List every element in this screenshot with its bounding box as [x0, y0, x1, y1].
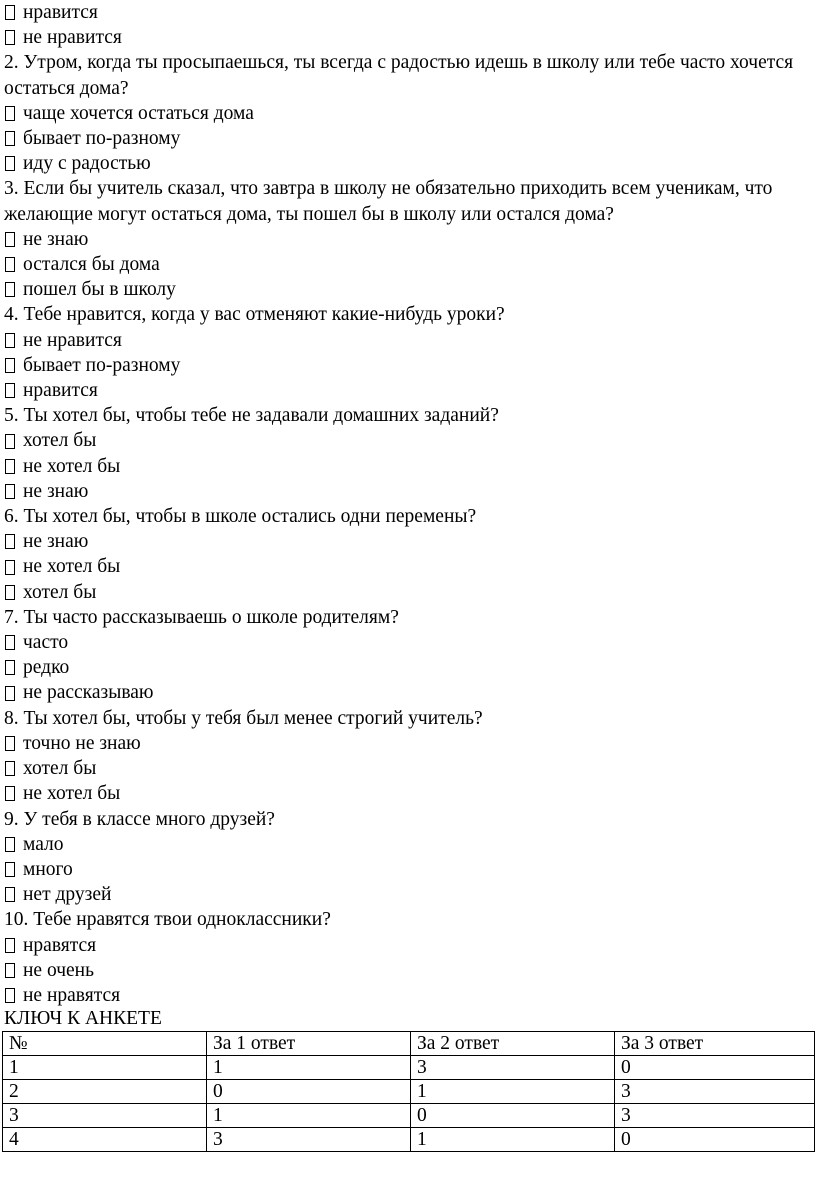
- checkbox-square-icon: [5, 358, 15, 373]
- key-title: КЛЮЧ К АНКЕТЕ: [4, 1008, 162, 1030]
- answer-option-label: нравятся: [23, 934, 97, 956]
- table-row: [3, 1080, 815, 1104]
- header-number: №: [3, 1032, 207, 1056]
- answer-option-label: много: [23, 858, 73, 880]
- checkbox-square-icon: [5, 988, 15, 1003]
- answer-option: [4, 731, 816, 756]
- answer-option-label: остался бы дома: [23, 254, 160, 276]
- answer-option: [4, 252, 816, 277]
- table-cell: 1: [411, 1128, 615, 1152]
- answer-option: [4, 680, 816, 705]
- checkbox-square-icon: [5, 837, 15, 852]
- table-cell: 3: [411, 1056, 615, 1080]
- answer-option-label: бывает по-разному: [23, 128, 181, 150]
- table-cell: 1: [3, 1056, 207, 1080]
- checkbox-square-icon: [5, 862, 15, 877]
- answer-option-label: хотел бы: [23, 430, 97, 452]
- checkbox-square-icon: [5, 786, 15, 801]
- checkbox-square-icon: [5, 131, 15, 146]
- checkbox-square-icon: [5, 5, 15, 20]
- answer-option: [4, 454, 816, 479]
- checkbox-square-icon: [5, 761, 15, 776]
- answer-option-label: не хотел бы: [23, 783, 121, 805]
- answer-option-label: не знаю: [23, 480, 89, 502]
- answer-option: [4, 378, 816, 403]
- question-text: 6. Ты хотел бы, чтобы в школе остались одни перемены?: [4, 506, 477, 528]
- question-text: 10. Тебе нравятся твои одноклассники?: [4, 909, 331, 931]
- answer-option: [4, 933, 816, 958]
- answer-option-label: чаще хочется остаться дома: [23, 102, 254, 124]
- table-row: [3, 1056, 815, 1080]
- checkbox-square-icon: [5, 333, 15, 348]
- answer-option: [4, 781, 816, 806]
- answer-option-label: часто: [23, 632, 69, 654]
- answer-option: [4, 126, 816, 151]
- answer-option: [4, 0, 816, 25]
- table-cell: 0: [615, 1056, 815, 1080]
- checkbox-square-icon: [5, 459, 15, 474]
- answer-option-label: мало: [23, 833, 64, 855]
- table-cell: 1: [411, 1080, 615, 1104]
- answer-option: [4, 479, 816, 504]
- table-cell: 4: [3, 1128, 207, 1152]
- answer-option: [4, 428, 816, 453]
- answer-option: [4, 227, 816, 252]
- question-text: 9. У тебя в классе много друзей?: [4, 808, 275, 830]
- table-header-row: [3, 1032, 815, 1056]
- table-cell: 3: [3, 1104, 207, 1128]
- table-row: [3, 1128, 815, 1152]
- answer-option-label: точно не знаю: [23, 732, 141, 754]
- answer-option-label: не рассказываю: [23, 682, 154, 704]
- answer-option-label: не нравится: [23, 27, 122, 49]
- checkbox-square-icon: [5, 106, 15, 121]
- header-answer-1: За 1 ответ: [207, 1032, 411, 1056]
- table-cell: 3: [615, 1080, 815, 1104]
- answer-option-label: хотел бы: [23, 758, 97, 780]
- question-text: 8. Ты хотел бы, чтобы у тебя был менее строгий учитель?: [4, 707, 483, 729]
- answer-option-label: не нравится: [23, 329, 122, 351]
- answer-option: [4, 529, 816, 554]
- answer-option-label: пошел бы в школу: [23, 279, 176, 301]
- table-cell: 0: [411, 1104, 615, 1128]
- answer-option: [4, 857, 816, 882]
- table-cell: 0: [615, 1128, 815, 1152]
- answer-option: [4, 580, 816, 605]
- table-cell: 0: [207, 1080, 411, 1104]
- checkbox-square-icon: [5, 282, 15, 297]
- header-answer-2: За 2 ответ: [411, 1032, 615, 1056]
- question-text: 3. Если бы учитель сказал, что завтра в школу не обязательно приходить всем ученикам, что желающие могут остаться дома, ты пошел бы в школу или остался дома?: [4, 178, 773, 225]
- answer-option: [4, 328, 816, 353]
- checkbox-square-icon: [5, 434, 15, 449]
- checkbox-square-icon: [5, 30, 15, 45]
- checkbox-square-icon: [5, 484, 15, 499]
- answer-option: [4, 630, 816, 655]
- answer-option: [4, 25, 816, 50]
- checkbox-square-icon: [5, 585, 15, 600]
- answer-option: [4, 101, 816, 126]
- checkbox-square-icon: [5, 660, 15, 675]
- checkbox-square-icon: [5, 736, 15, 751]
- answer-option: [4, 554, 816, 579]
- question-text: 5. Ты хотел бы, чтобы тебе не задавали домашних заданий?: [4, 405, 499, 427]
- answer-option: [4, 756, 816, 781]
- header-answer-3: За 3 ответ: [615, 1032, 815, 1056]
- question-text: 7. Ты часто рассказываешь о школе родителям?: [4, 606, 399, 628]
- answer-option-label: не хотел бы: [23, 455, 121, 477]
- table-cell: 1: [207, 1104, 411, 1128]
- answer-option-label: не нравятся: [23, 984, 121, 1006]
- answer-key-table: [2, 1031, 815, 1152]
- checkbox-square-icon: [5, 938, 15, 953]
- answer-option-label: редко: [23, 657, 70, 679]
- answer-option-label: не хотел бы: [23, 556, 121, 578]
- answer-option-label: хотел бы: [23, 581, 97, 603]
- checkbox-square-icon: [5, 156, 15, 171]
- answer-option: [4, 151, 816, 176]
- answer-option-label: не знаю: [23, 228, 89, 250]
- checkbox-square-icon: [5, 887, 15, 902]
- answer-option-label: иду с радостью: [23, 153, 151, 175]
- question-text: 4. Тебе нравится, когда у вас отменяют какие-нибудь уроки?: [4, 304, 505, 326]
- checkbox-square-icon: [5, 963, 15, 978]
- answer-option: [4, 832, 816, 857]
- table-cell: 2: [3, 1080, 207, 1104]
- table-cell: 1: [207, 1056, 411, 1080]
- answer-option: [4, 882, 816, 907]
- answer-option-label: нравится: [23, 380, 98, 402]
- answer-option-label: нравится: [23, 2, 98, 23]
- checkbox-square-icon: [5, 534, 15, 549]
- checkbox-square-icon: [5, 560, 15, 575]
- answer-option: [4, 958, 816, 983]
- answer-option: [4, 983, 816, 1008]
- checkbox-square-icon: [5, 383, 15, 398]
- questionnaire: [4, 0, 816, 1008]
- answer-option-label: не очень: [23, 959, 95, 981]
- checkbox-square-icon: [5, 686, 15, 701]
- table-row: [3, 1104, 815, 1128]
- answer-option: [4, 655, 816, 680]
- checkbox-square-icon: [5, 257, 15, 272]
- answer-option: [4, 353, 816, 378]
- checkbox-square-icon: [5, 232, 15, 247]
- table-cell: 3: [615, 1104, 815, 1128]
- table-cell: 3: [207, 1128, 411, 1152]
- checkbox-square-icon: [5, 635, 15, 650]
- question-text: 2. Утром, когда ты просыпаешься, ты всегда с радостью идешь в школу или тебе часто хочется остаться дома?: [4, 52, 794, 99]
- answer-option: [4, 277, 816, 302]
- answer-option-label: не знаю: [23, 531, 89, 553]
- answer-option-label: бывает по-разному: [23, 354, 181, 376]
- answer-option-label: нет друзей: [23, 884, 112, 906]
